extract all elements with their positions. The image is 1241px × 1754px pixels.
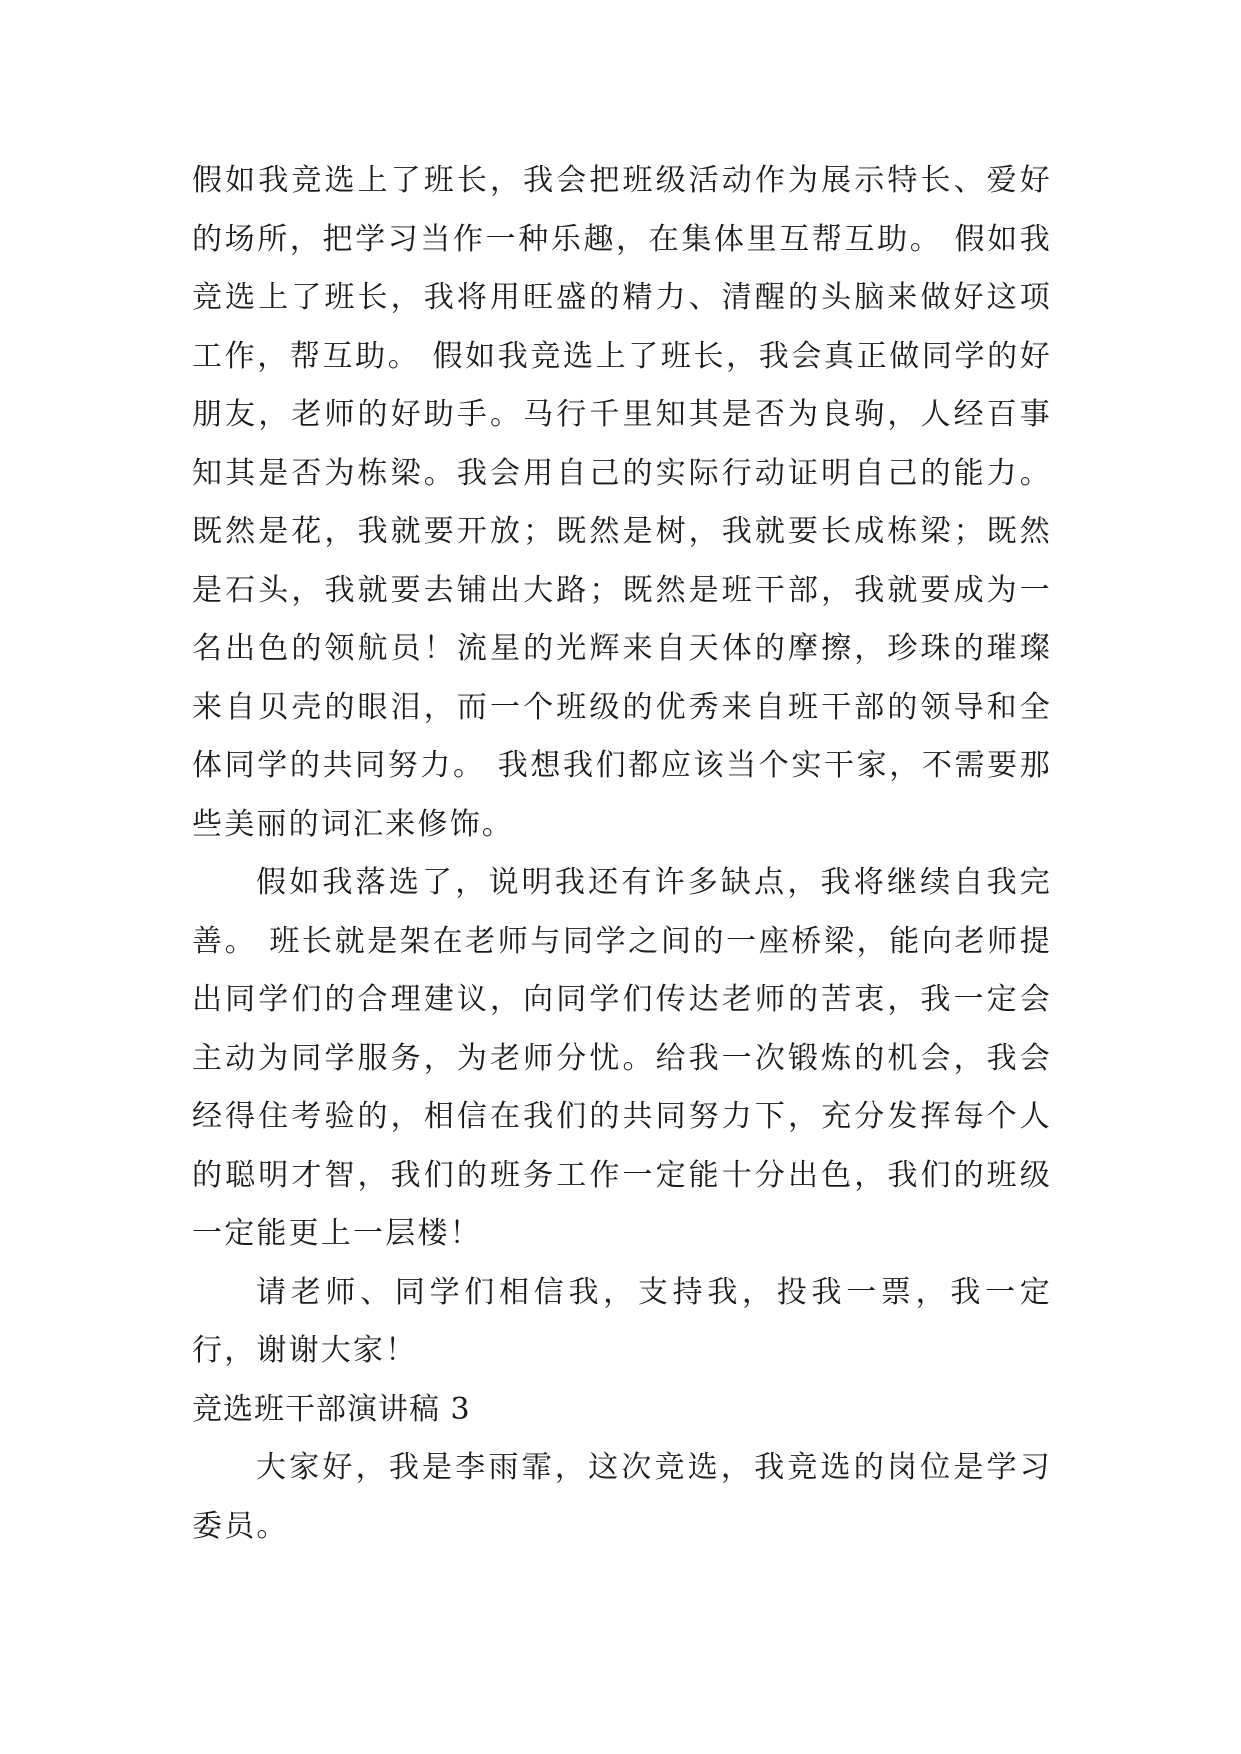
paragraph-1: 假如我竞选上了班长，我会把班级活动作为展示特长、爱好的场所，把学习当作一种乐趣，在集体里互帮互助。 假如我竞选上了班长，我将用旺盛的精力、清醒的头脑来做好这项工作，帮互助。 假如我竞选上了班长，我会真正做同学的好朋友，老师的好助手。马行千里知其是否为良驹，人经百事知其是否为栋梁。我会用自己的实际行动证明自己的能力。既然是花，我就要开放；既然是树，我就要长成栋梁；既然是石头，我就要去铺出大路；既然是班干部，我就要成为一名出色的领航员！流星的光辉来自天体的摩擦，珍珠的璀璨来自贝壳的眼泪，而一个班级的优秀来自班干部的领导和全体同学的共同努力。 我想我们都应该当个实干家，不需要那些美丽的词汇来修饰。 [192, 163, 1052, 842]
section-heading: 竞选班干部演讲稿 3 [192, 1391, 471, 1427]
paragraph-4: 大家好，我是李雨霏，这次竞选，我竞选的岗位是学习委员。 [192, 1450, 1052, 1544]
paragraph-2: 假如我落选了，说明我还有许多缺点，我将继续自我完善。 班长就是架在老师与同学之间的一座桥梁，能向老师提出同学们的合理建议，向同学们传达老师的苦衷，我一定会主动为同学服务，为老师分忧。给我一次锻炼的机会，我会经得住考验的，相信在我们的共同努力下，充分发挥每个人的聪明才智，我们的班务工作一定能十分出色，我们的班级一定能更上一层楼！ [192, 865, 1052, 1251]
paragraph-3: 请老师、同学们相信我，支持我，投我一票，我一定行，谢谢大家！ [192, 1274, 1052, 1368]
document-body [192, 152, 1052, 1556]
